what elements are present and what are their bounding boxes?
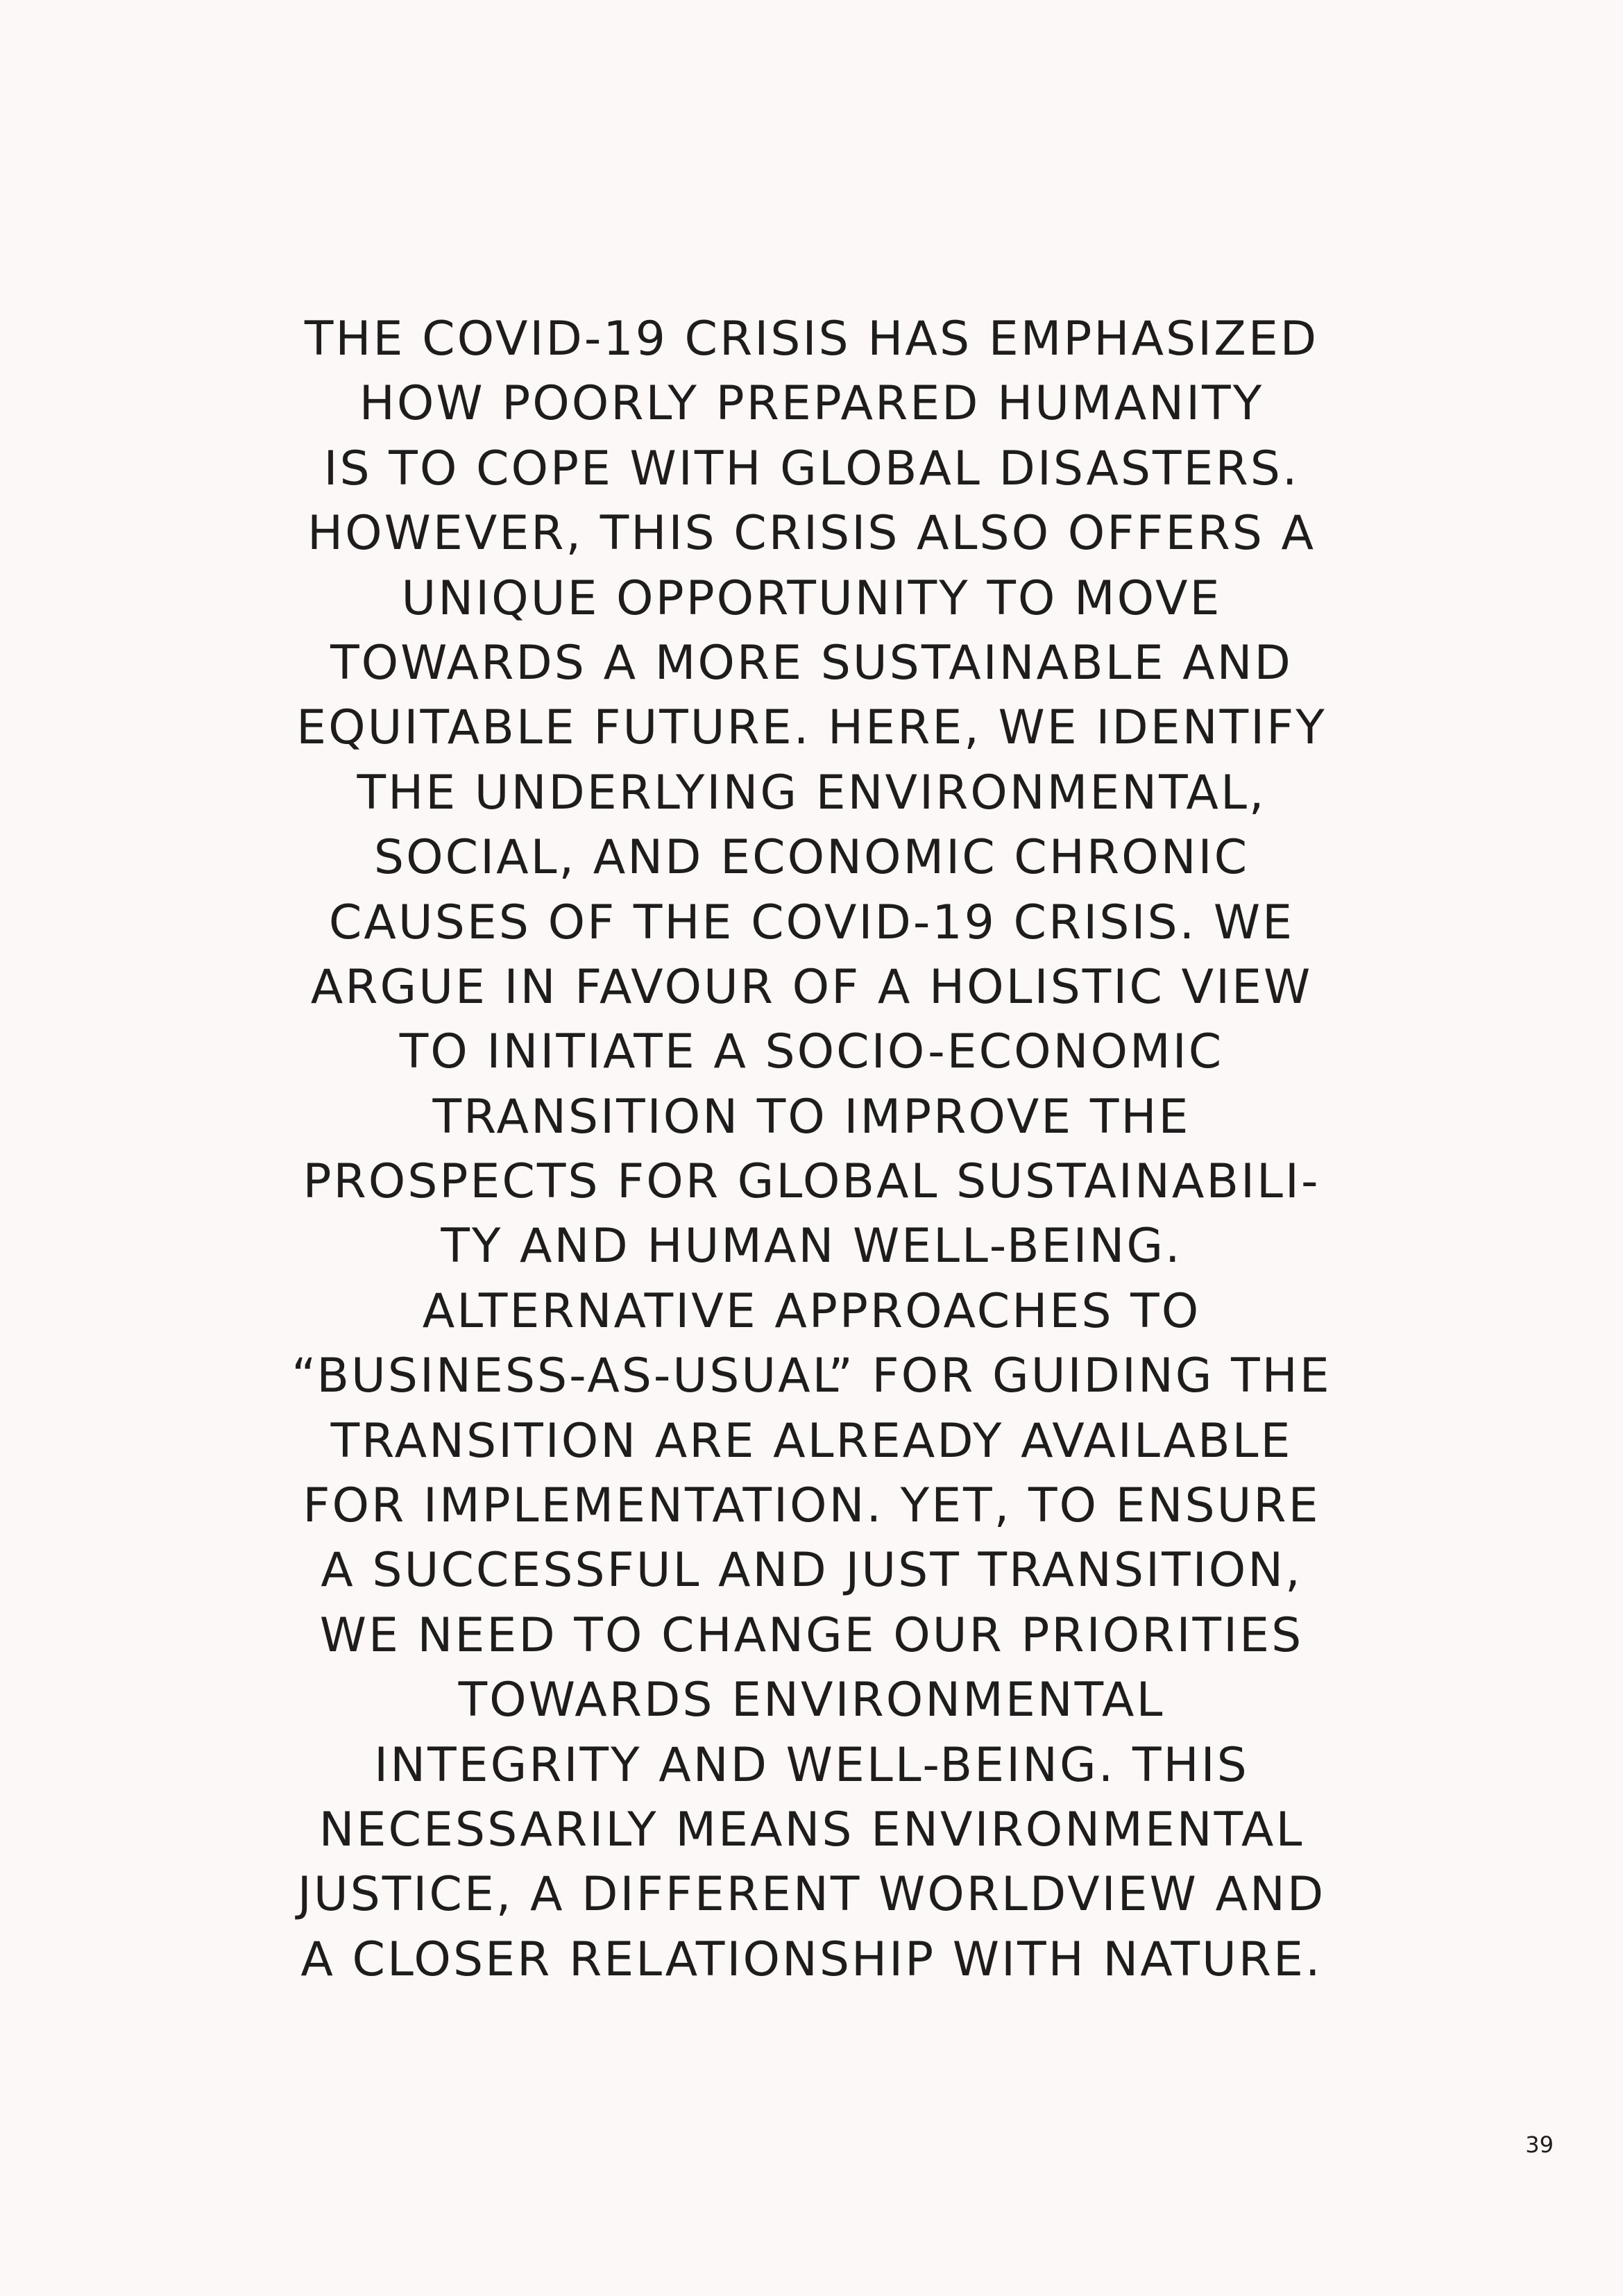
- quote-line: PROSPECTS FOR GLOBAL SUSTAINABILI-: [303, 1154, 1320, 1210]
- quote-line: THE COVID-19 CRISIS HAS EMPHASIZED: [304, 312, 1319, 366]
- quote-line: JUSTICE, A DIFFERENT WORLDVIEW AND: [297, 1867, 1326, 1923]
- quote-line: HOW POORLY PREPARED HUMANITY: [359, 376, 1264, 432]
- quote-line: TO INITIATE A SOCIO-ECONOMIC: [399, 1024, 1224, 1080]
- quote-line: TRANSITION ARE ALREADY AVAILABLE: [330, 1413, 1293, 1469]
- page-number: 39: [1525, 2132, 1554, 2158]
- quote-line: SOCIAL, AND ECONOMIC CHRONIC: [373, 830, 1250, 886]
- quote-line: ALTERNATIVE APPROACHES TO: [422, 1283, 1201, 1339]
- quote-line: TY AND HUMAN WELL-BEING.: [441, 1219, 1182, 1274]
- quote-line: ARGUE IN FAVOUR OF A HOLISTIC VIEW: [310, 959, 1313, 1015]
- quote-line: A SUCCESSFUL AND JUST TRANSITION,: [321, 1543, 1302, 1598]
- quote-block: [0, 307, 1623, 1992]
- quote-line: INTEGRITY AND WELL-BEING. THIS: [374, 1737, 1249, 1793]
- quote-line: CAUSES OF THE COVID-19 CRISIS. WE: [328, 895, 1295, 950]
- quote-line: NECESSARILY MEANS ENVIRONMENTAL: [318, 1802, 1305, 1857]
- quote-line: “BUSINESS-AS-USUAL” FOR GUIDING THE: [291, 1349, 1332, 1404]
- quote-line: IS TO COPE WITH GLOBAL DISASTERS.: [323, 441, 1300, 496]
- quote-line: THE UNDERLYING ENVIRONMENTAL,: [357, 765, 1266, 820]
- quote-line: EQUITABLE FUTURE. HERE, WE IDENTIFY: [296, 700, 1327, 756]
- quote-line: TOWARDS ENVIRONMENTAL: [458, 1673, 1165, 1728]
- quote-line: TRANSITION TO IMPROVE THE: [432, 1089, 1191, 1145]
- quote-line: FOR IMPLEMENTATION. YET, TO ENSURE: [303, 1478, 1320, 1534]
- quote-line: HOWEVER, THIS CRISIS ALSO OFFERS A: [307, 506, 1316, 562]
- quote-line: UNIQUE OPPORTUNITY TO MOVE: [401, 571, 1222, 626]
- quote-line: A CLOSER RELATIONSHIP WITH NATURE.: [300, 1932, 1323, 1987]
- quote-line: TOWARDS A MORE SUSTAINABLE AND: [330, 635, 1293, 691]
- quote-line: WE NEED TO CHANGE OUR PRIORITIES: [319, 1607, 1304, 1663]
